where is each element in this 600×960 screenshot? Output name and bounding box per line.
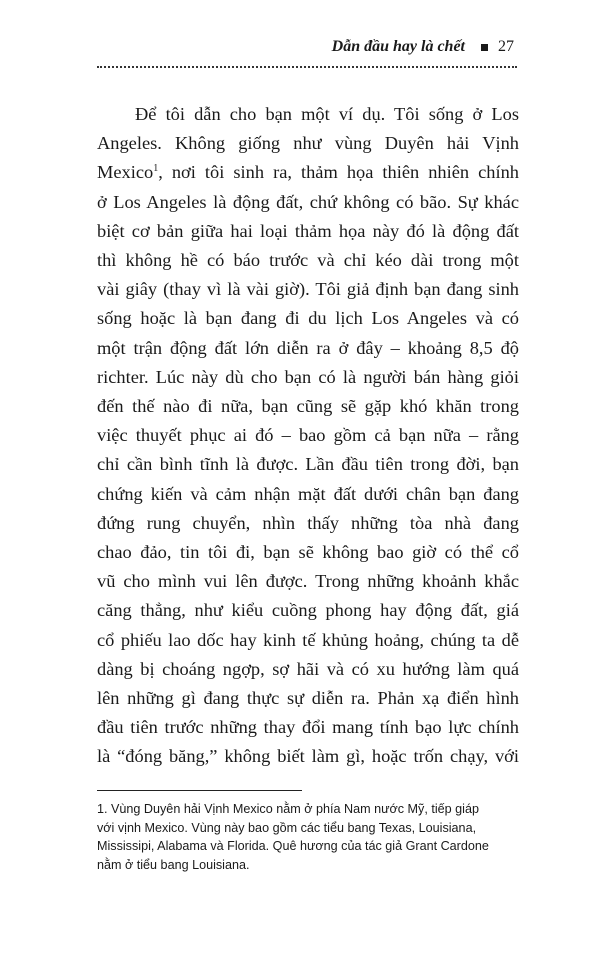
body-line: chao đảo, tin tôi đi, bạn sẽ không bao giờ có thể cổ bbox=[97, 542, 519, 563]
body-line: ở Los Angeles là động đất, chứ không có bão. Sự khác bbox=[97, 191, 519, 212]
footnote-line: với vịnh Mexico. Vùng này bao gồm các tiểu bang Texas, Louisiana, bbox=[97, 820, 477, 835]
header-dotted-rule bbox=[97, 66, 517, 68]
running-title: Dẫn đầu hay là chết bbox=[331, 38, 465, 55]
footnote bbox=[97, 800, 521, 874]
body-line: dàng bị choáng ngợp, sợ hãi và có xu hướng làm quá bbox=[97, 658, 519, 679]
body-line: lên những gì đang thực sự diễn ra. Phản xạ điển hình bbox=[97, 688, 519, 709]
body-line: vũ cho mình vui lên được. Trong những khoảnh khắc bbox=[97, 571, 519, 592]
body-line: là “đóng băng,” không biết làm gì, hoặc trốn chạy, với bbox=[97, 746, 519, 767]
body-line: richter. Lúc này dù cho bạn có là người bán hàng giỏi bbox=[97, 366, 519, 387]
body-line-with-footnote bbox=[97, 158, 519, 187]
body-line: đứng rung chuyển, nhìn thấy những tòa nhà đang bbox=[97, 512, 519, 533]
footnote-rule bbox=[97, 790, 302, 791]
footnote-line: nằm ở tiểu bang Louisiana. bbox=[97, 857, 250, 872]
body-line: Để tôi dẫn cho bạn một ví dụ. Tôi sống ở Los bbox=[135, 104, 519, 124]
page-number: 27 bbox=[498, 38, 514, 55]
body-line: vài giây (thay vì là vài giờ). Tôi giả định bạn đang sinh bbox=[97, 279, 519, 300]
body-line: thì không hề có báo trước và chỉ kéo dài trong một bbox=[97, 250, 519, 271]
running-head bbox=[332, 38, 514, 56]
body-line-part: Mexico bbox=[97, 162, 154, 183]
body-line: đầu tiên trước những thay đổi mang tính bạo lực chính bbox=[97, 717, 519, 738]
footnote-line: 1. Vùng Duyên hải Vịnh Mexico nằm ở phía Nam nước Mỹ, tiếp giáp bbox=[97, 802, 479, 816]
body-line: chỉ cần bình tĩnh là được. Lần đầu tiên trong đời, bạn bbox=[97, 454, 519, 475]
square-bullet-icon bbox=[481, 44, 488, 51]
body-line: Angeles. Không giống như vùng Duyên hải Vịnh bbox=[97, 133, 519, 154]
body-line: cổ phiếu lao dốc hay kinh tế khủng hoảng, chúng ta dễ bbox=[97, 629, 519, 650]
body-line: chứng kiến và cảm nhận mặt đất dưới chân bạn đang bbox=[97, 483, 519, 504]
body-line: sống hoặc là bạn đang đi du lịch Los Angeles và có bbox=[97, 308, 519, 329]
body-line: một trận động đất lớn diễn ra ở đây – khoảng 8,5 độ bbox=[97, 337, 519, 358]
footnote-line: Mississipi, Alabama và Florida. Quê hương của tác giả Grant Cardone bbox=[97, 839, 489, 853]
body-line: biệt cơ bản giữa hai loại thảm họa này đó là động đất bbox=[97, 220, 519, 241]
body-paragraph bbox=[97, 100, 519, 772]
body-line: căng thẳng, như kiểu cuồng phong hay động đất, giá bbox=[97, 600, 519, 621]
body-line: việc thuyết phục ai đó – bao gồm cả bạn nữa – rằng bbox=[97, 425, 519, 446]
footnote-reference: 1 bbox=[153, 163, 159, 175]
body-line-part: , nơi tôi sinh ra, thảm họa thiên nhiên chính bbox=[158, 162, 519, 183]
body-line: đến thế nào đi nữa, bạn cũng sẽ gặp khó khăn trong bbox=[97, 396, 519, 417]
